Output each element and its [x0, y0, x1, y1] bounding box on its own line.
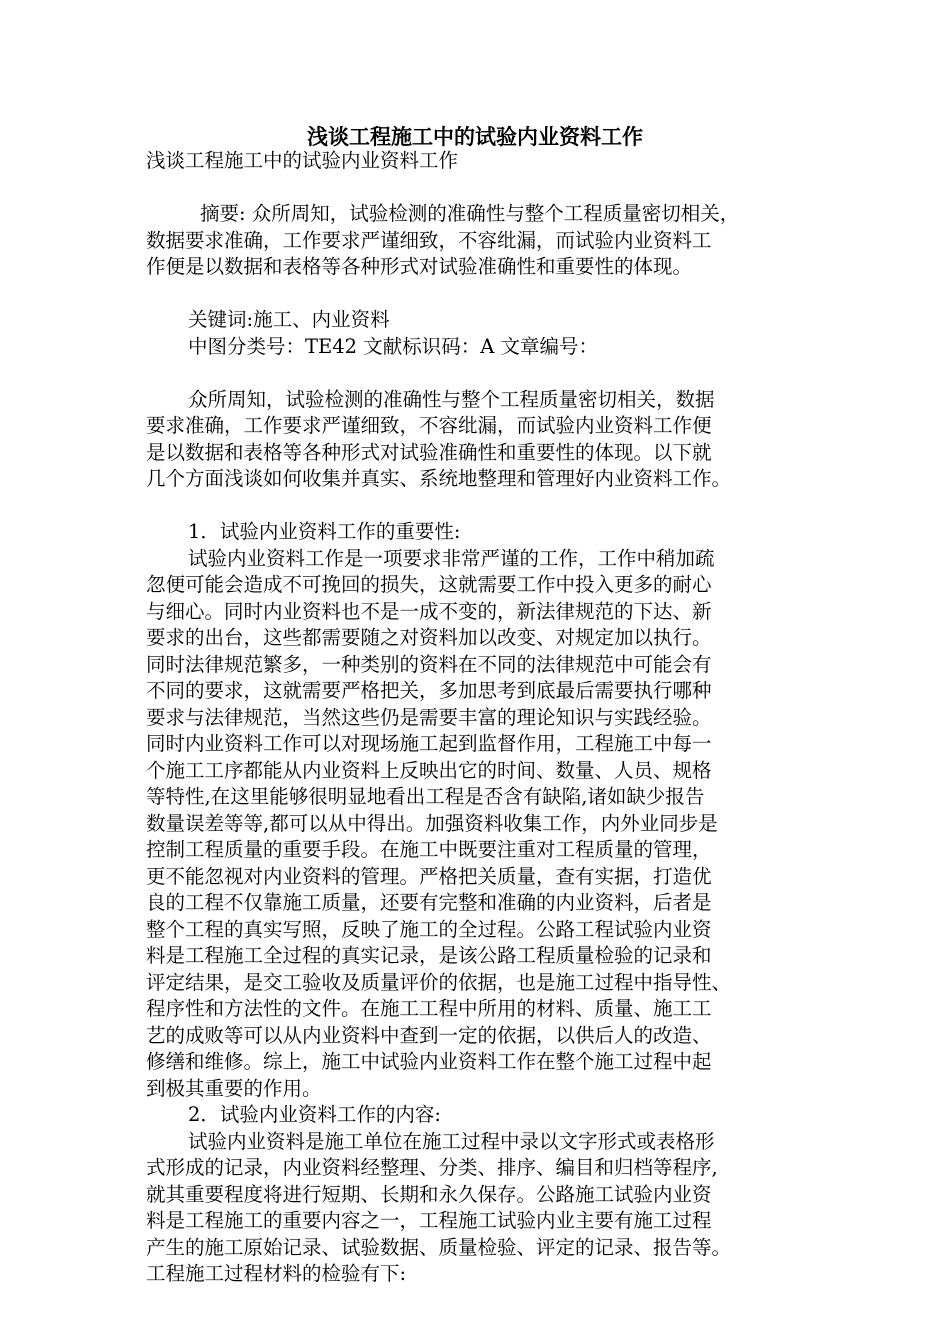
abstract-line: 作便是以数据和表格等各种形式对试验准确性和重要性的体现。: [146, 255, 693, 278]
blank-line: [146, 360, 818, 387]
section1-line: 更不能忽视对内业资料的管理。严格把关质量，查有实据，打造优: [146, 864, 712, 888]
section2-line: 就其重要程度将进行短期、长期和永久保存。公路施工试验内业资: [146, 1182, 712, 1206]
section1-line: 等特性,在这里能够很明显地看出工程是否含有缺陷,诸如缺少报告: [146, 785, 705, 808]
document-title: 浅谈工程施工中的试验内业资料工作: [307, 125, 643, 149]
section1-line: 良的工程不仅靠施工质量，还要有完整和准确的内业资料，后者是: [146, 891, 712, 914]
section2-line: 试验内业资料是施工单位在施工过程中录以文字形式或表格形: [188, 1129, 715, 1153]
section1-line: 数量误差等等,都可以从中得出。加强资料收集工作，内外业同步是: [146, 811, 718, 835]
section1-line: 不同的要求，这就需要严格把关，多加思考到底最后需要执行哪种: [146, 679, 712, 702]
section1-line: 要求与法律规范，当然这些仍是需要丰富的理论知识与实践经验。: [146, 705, 712, 729]
intro-line: 要求准确，工作要求严谨细致，不容纰漏，而试验内业资料工作便: [146, 414, 712, 437]
blank-line: [146, 493, 818, 520]
section1-line: 修缮和维修。综上，施工中试验内业资料工作在整个施工过程中起: [146, 1050, 712, 1073]
abstract-line: 摘要: 众所周知，试验检测的准确性与整个工程质量密切相关，: [200, 202, 740, 225]
section1-line: 试验内业资料工作是一项要求非常严谨的工作，工作中稍加疏: [188, 546, 715, 570]
section1-line: 同时内业资料工作可以对现场施工起到监督作用，工程施工中每一: [146, 732, 712, 755]
section2-line: 工程施工过程材料的检验有下:: [146, 1262, 407, 1285]
intro-line: 几个方面浅谈如何收集并真实、系统地整理和管理好内业资料工作。: [146, 467, 732, 490]
section1-line: 整个工程的真实写照，反映了施工的全过程。公路工程试验内业资: [146, 917, 712, 941]
abstract-line: 数据要求准确，工作要求严谨细致，不容纰漏，而试验内业资料工: [146, 228, 712, 252]
section1-line: 忽便可能会造成不可挽回的损失，这就需要工作中投入更多的耐心: [146, 573, 712, 596]
section1-heading: 1．试验内业资料工作的重要性:: [188, 520, 461, 543]
blank-line: [146, 281, 818, 308]
section2-line: 料是工程施工的重要内容之一，工程施工试验内业主要有施工过程: [146, 1209, 712, 1232]
section1-line: 要求的出台，这些都需要随之对资料加以改变、对规定加以执行。: [146, 626, 712, 649]
document-subtitle: 浅谈工程施工中的试验内业资料工作: [146, 149, 459, 172]
section1-line: 个施工工序都能从内业资料上反映出它的时间、数量、人员、规格: [146, 758, 712, 782]
classification-line: 中图分类号：TE42 文献标识码：A 文章编号：: [188, 334, 599, 358]
section1-line: 同时法律规范繁多，一种类别的资料在不同的法律规范中可能会有: [146, 652, 712, 676]
section1-line: 到极其重要的作用。: [146, 1076, 322, 1100]
section1-line: 艺的成败等可以从内业资料中查到一定的依据，以供后人的改造、: [146, 1023, 712, 1047]
intro-line: 是以数据和表格等各种形式对试验准确性和重要性的体现。以下就: [146, 440, 712, 464]
intro-line: 众所周知，试验检测的准确性与整个工程质量密切相关，数据: [188, 387, 715, 411]
section1-line: 评定结果，是交工验收及质量评价的依据，也是施工过程中指导性、: [146, 970, 732, 994]
section2-heading: 2．试验内业资料工作的内容:: [188, 1103, 441, 1126]
keywords-line: 关键词:施工、内业资料: [188, 308, 390, 331]
section2-line: 产生的施工原始记录、试验数据、质量检验、评定的记录、报告等。: [146, 1235, 732, 1259]
section2-line: 式形成的记录，内业资料经整理、分类、排序、编目和归档等程序,: [146, 1156, 718, 1179]
document-body: [146, 148, 818, 1288]
section1-line: 与细心。同时内业资料也不是一成不变的，新法律规范的下达、新: [146, 599, 712, 623]
section1-line: 控制工程质量的重要手段。在施工中既要注重对工程质量的管理，: [146, 838, 712, 861]
section1-line: 料是工程施工全过程的真实记录，是该公路工程质量检验的记录和: [146, 944, 712, 967]
blank-line: [146, 175, 818, 202]
section1-line: 程序性和方法性的文件。在施工工程中所用的材料、质量、施工工: [146, 997, 712, 1020]
